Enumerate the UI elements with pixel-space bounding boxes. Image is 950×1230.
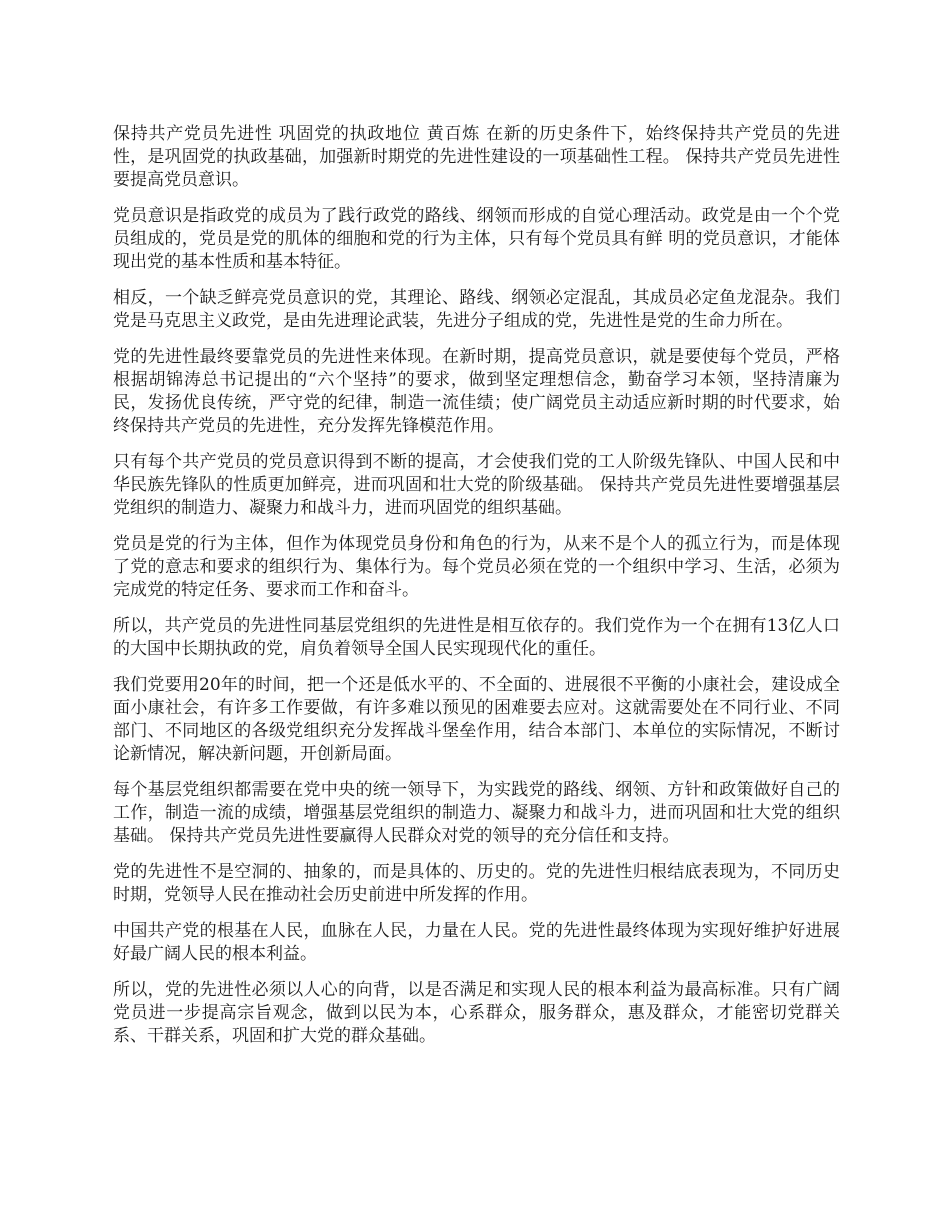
paragraph-6: 党员是党的行为主体，但作为体现党员身份和角色的行为，从来不是个人的孤立行为，而是体现了党的意志和要求的组织行为、集体行为。每个党员必须在党的一个组织中学习、生活，必须为完成党的特定任务、要求而工作和奋斗。 bbox=[113, 534, 840, 600]
paragraph-5: 只有每个共产党员的党员意识得到不断的提高，才会使我们党的工人阶级先锋队、中国人民和中华民族先锋队的性质更加鲜亮，进而巩固和壮大党的阶级基础。 保持共产党员先进性要增强基层党组织的制造力、凝聚力和战斗力，进而巩固党的组织基础。 bbox=[113, 452, 840, 518]
paragraph-1: 保持共产党员先进性 巩固党的执政地位 黄百炼 在新的历史条件下，始终保持共产党员的先进性，是巩固党的执政基础，加强新时期党的先进性建设的一项基础性工程。 保持共产党员先进性要提高党员意识。 bbox=[113, 124, 840, 190]
paragraph-4: 党的先进性最终要靠党员的先进性来体现。在新时期，提高党员意识，就是要使每个党员，严格根据胡锦涛总书记提出的“六个坚持”的要求，做到坚定理想信念，勤奋学习本领，坚持清廉为民，发扬优良传统，严守党的纪律，制造一流佳绩；使广阔党员主动适应新时期的时代要求，始终保持共产党员的先进性，充分发挥先锋模范作用。 bbox=[113, 347, 840, 436]
paragraph-3: 相反，一个缺乏鲜亮党员意识的党，其理论、路线、纲领必定混乱，其成员必定鱼龙混杂。我们党是马克思主义政党，是由先进理论武装，先进分子组成的党，先进性是党的生命力所在。 bbox=[113, 288, 840, 331]
paragraph-7: 所以，共产党员的先进性同基层党组织的先进性是相互依存的。我们党作为一个在拥有13亿人口的大国中长期执政的党，肩负着领导全国人民实现现代化的重任。 bbox=[113, 616, 840, 659]
paragraph-9: 每个基层党组织都需要在党中央的统一领导下，为实践党的路线、纲领、方针和政策做好自己的工作，制造一流的成绩，增强基层党组织的制造力、凝聚力和战斗力，进而巩固和壮大党的组织基础。 保持共产党员先进性要赢得人民群众对党的领导的充分信任和支持。 bbox=[113, 780, 840, 846]
paragraph-12: 所以，党的先进性必须以人心的向背，以是否满足和实现人民的根本利益为最高标准。只有广阔党员进一步提高宗旨观念，做到以民为本，心系群众，服务群众，惠及群众，才能密切党群关系、干群关系，巩固和扩大党的群众基础。 bbox=[113, 980, 840, 1046]
paragraph-10: 党的先进性不是空洞的、抽象的，而是具体的、历史的。党的先进性归根结底表现为，不同历史时期，党领导人民在推动社会历史前进中所发挥的作用。 bbox=[113, 862, 840, 905]
document-body bbox=[113, 123, 840, 1061]
paragraph-11: 中国共产党的根基在人民，血脉在人民，力量在人民。党的先进性最终体现为实现好维护好进展好最广阔人民的根本利益。 bbox=[113, 921, 840, 964]
paragraph-8: 我们党要用20年的时间，把一个还是低水平的、不全面的、进展很不平衡的小康社会，建设成全面小康社会，有许多工作要做，有许多难以预见的困难要去应对。这就需要处在不同行业、不同部门、不同地区的各级党组织充分发挥战斗堡垒作用，结合本部门、本单位的实际情况，不断讨论新情况，解决新问题，开创新局面。 bbox=[113, 675, 840, 764]
paragraph-2: 党员意识是指政党的成员为了践行政党的路线、纲领而形成的自觉心理活动。政党是由一个个党员组成的，党员是党的肌体的细胞和党的行为主体，只有每个党员具有鲜 明的党员意识，才能体现出党的基本性质和基本特征。 bbox=[113, 206, 840, 272]
